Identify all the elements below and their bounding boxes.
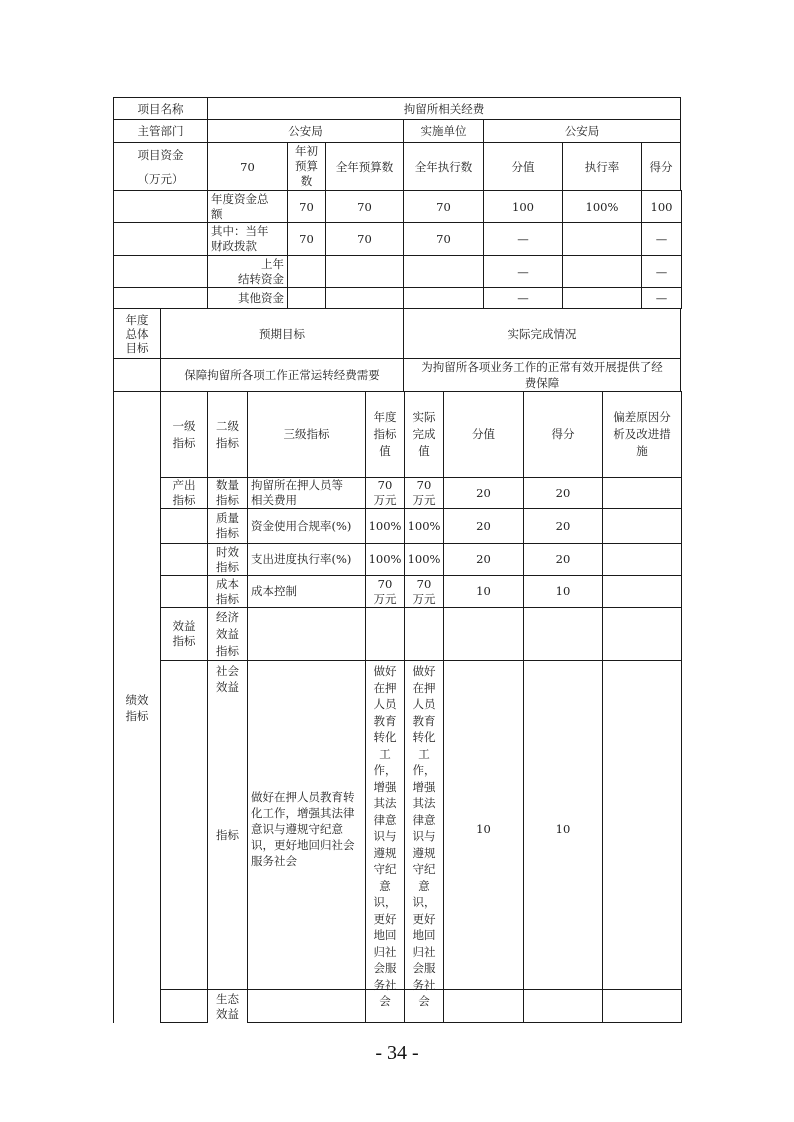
level2-cell: 质量 指标 xyxy=(207,508,248,544)
fund-row-score: 100 xyxy=(641,190,682,223)
deviation-cell xyxy=(602,508,682,544)
fund-row-label: 年度资金总 额 xyxy=(207,190,288,223)
actual-cell: 70 万元 xyxy=(404,575,444,608)
fund-row-annual xyxy=(325,287,404,309)
expected-goal-header: 预期目标 xyxy=(160,308,404,359)
actual-cell: 做好在押人员教育转化工作，增强其法律意识与遵规守纪意识，更好地回归社会服务社会 xyxy=(404,660,444,990)
expected-goal-text: 保障拘留所各项工作正常运转经费需要 xyxy=(160,358,404,392)
fund-row-label: 上年 结转资金 xyxy=(207,255,288,288)
score-cell: 20 xyxy=(523,508,603,544)
fund-row-score-value: 100 xyxy=(483,190,563,223)
target-cell: 100% xyxy=(365,543,405,576)
deviation-cell xyxy=(602,575,682,608)
actual-cell xyxy=(404,607,444,661)
level1-cell xyxy=(160,508,208,544)
score-value-cell: 20 xyxy=(443,508,524,544)
project-name-value: 拘留所相关经费 xyxy=(207,97,681,120)
header-level1: 一级 指标 xyxy=(160,391,208,478)
level3-cell: 拘留所在押人员等 相关费用 xyxy=(247,477,366,509)
fund-row-rate xyxy=(562,255,642,288)
fund-row-score: — xyxy=(641,255,682,288)
fund-row-initial: 70 xyxy=(287,190,326,223)
score-value-cell: 10 xyxy=(443,660,524,990)
actual-cell: 100% xyxy=(404,508,444,544)
level1-cell: 效益 指标 xyxy=(160,607,208,661)
level2-cell: 社会 效益 指标 xyxy=(207,660,248,990)
actual-cell: 70 万元 xyxy=(404,477,444,509)
header-initial-budget: 年初 预算 数 xyxy=(287,142,326,191)
fund-row-annual xyxy=(325,255,404,288)
score-cell: 10 xyxy=(523,575,603,608)
deviation-cell xyxy=(602,543,682,576)
level2-cell: 经济 效益 指标 xyxy=(207,607,248,661)
fund-label: 项目资金 （万元） xyxy=(113,142,208,191)
level1-cell xyxy=(160,660,208,990)
fund-row-initial xyxy=(287,287,326,309)
level3-cell: 做好在押人员教育转化工作，增强其法律意识与遵规守纪意识，更好地回归社会服务社会 xyxy=(247,660,366,990)
level1-cell xyxy=(160,989,208,1023)
page-number: - 34 - xyxy=(375,1042,419,1064)
fund-row-executed: 70 xyxy=(403,190,484,223)
level2-cell: 生态 效益 xyxy=(207,989,248,1023)
level2-cell: 数量 指标 xyxy=(207,477,248,509)
fund-row-rate xyxy=(562,287,642,309)
score-value-cell: 20 xyxy=(443,543,524,576)
fund-row-blank xyxy=(113,190,208,223)
dept-value: 公安局 xyxy=(207,119,404,143)
level3-cell xyxy=(247,989,366,1023)
deviation-cell xyxy=(602,660,682,990)
score-cell: 20 xyxy=(523,543,603,576)
actual-goal-text: 为拘留所各项业务工作的正常有效开展提供了经 费保障 xyxy=(403,358,681,392)
actual-cell: 100% xyxy=(404,543,444,576)
score-value-cell xyxy=(443,607,524,661)
score-value-cell: 10 xyxy=(443,575,524,608)
fund-row-score-value: — xyxy=(483,287,563,309)
fund-row-blank xyxy=(113,255,208,288)
fund-row-annual: 70 xyxy=(325,190,404,223)
fund-row-score-value: — xyxy=(483,255,563,288)
deviation-cell xyxy=(602,477,682,509)
score-cell: 20 xyxy=(523,477,603,509)
goals-blank xyxy=(113,358,161,392)
fund-row-score-value: — xyxy=(483,222,563,256)
level1-cell xyxy=(160,543,208,576)
fund-row-score: — xyxy=(641,222,682,256)
header-score: 得分 xyxy=(523,391,603,478)
score-cell xyxy=(523,989,603,1023)
target-cell: 70 万元 xyxy=(365,575,405,608)
dept-label: 主管部门 xyxy=(113,119,208,143)
score-value-cell: 20 xyxy=(443,477,524,509)
score-cell: 10 xyxy=(523,660,603,990)
fund-row-executed: 70 xyxy=(403,222,484,256)
deviation-cell xyxy=(602,989,682,1023)
header-target: 年度 指标 值 xyxy=(365,391,405,478)
actual-goal-header: 实际完成情况 xyxy=(403,308,681,359)
fund-row-rate: 100% xyxy=(562,190,642,223)
header-score-value: 分值 xyxy=(443,391,524,478)
goals-label: 年度 总体 目标 xyxy=(113,308,161,359)
impl-value: 公安局 xyxy=(483,119,681,143)
deviation-cell xyxy=(602,607,682,661)
header-annual-budget: 全年预算数 xyxy=(325,142,404,191)
score-cell xyxy=(523,607,603,661)
header-actual: 实际 完成 值 xyxy=(404,391,444,478)
actual-cell xyxy=(404,989,444,1023)
target-cell: 100% xyxy=(365,508,405,544)
level3-cell: 支出进度执行率(%) xyxy=(247,543,366,576)
fund-row-label: 其中：当年 财政拨款 xyxy=(207,222,288,256)
target-cell: 70 万元 xyxy=(365,477,405,509)
header-score: 得分 xyxy=(641,142,681,191)
fund-row-blank xyxy=(113,222,208,256)
level1-cell xyxy=(160,575,208,608)
level2-cell: 时效 指标 xyxy=(207,543,248,576)
project-name-label: 项目名称 xyxy=(113,97,208,120)
fund-row-initial xyxy=(287,255,326,288)
header-executed: 全年执行数 xyxy=(403,142,484,191)
fund-row-label: 其他资金 xyxy=(207,287,288,309)
target-cell: 做好在押人员教育转化工作，增强其法律意识与遵规守纪意识，更好地回归社会服务社会 xyxy=(365,660,405,990)
target-cell xyxy=(365,989,405,1023)
level3-cell: 资金使用合规率(%) xyxy=(247,508,366,544)
fund-row-rate xyxy=(562,222,642,256)
header-score-value: 分值 xyxy=(483,142,563,191)
level1-cell: 产出 指标 xyxy=(160,477,208,509)
fund-row-score: — xyxy=(641,287,682,309)
level2-cell: 成本 指标 xyxy=(207,575,248,608)
score-value-cell xyxy=(443,989,524,1023)
fund-row-blank xyxy=(113,287,208,309)
fund-row-annual: 70 xyxy=(325,222,404,256)
target-cell xyxy=(365,607,405,661)
header-level2: 二级 指标 xyxy=(207,391,248,478)
fund-row-initial: 70 xyxy=(287,222,326,256)
fund-row-executed xyxy=(403,255,484,288)
indicators-section-label: 绩效指标 xyxy=(113,391,161,1023)
header-deviation: 偏差原因分 析及改进措 施 xyxy=(602,391,682,478)
header-rate: 执行率 xyxy=(562,142,642,191)
fund-row-executed xyxy=(403,287,484,309)
header-level3: 三级指标 xyxy=(247,391,366,478)
level3-cell: 成本控制 xyxy=(247,575,366,608)
level3-cell xyxy=(247,607,366,661)
fund-total: 70 xyxy=(207,142,288,191)
impl-label: 实施单位 xyxy=(403,119,484,143)
